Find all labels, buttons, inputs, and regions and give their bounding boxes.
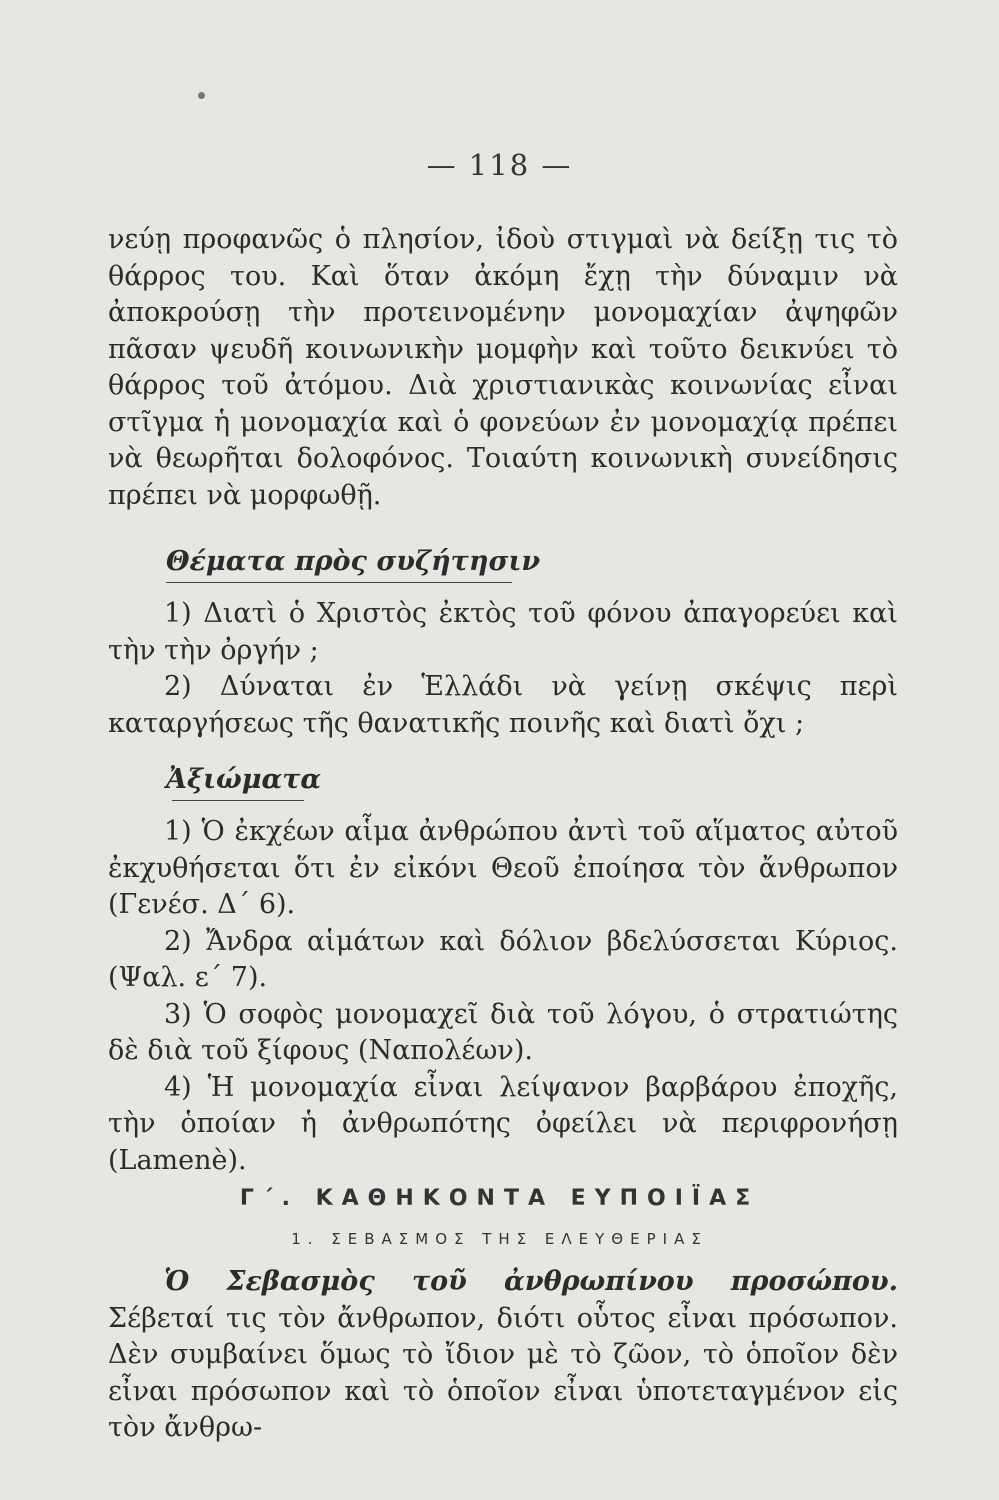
topic-item: 1) Διατὶ ὁ Χριστὸς ἐκτὸς τοῦ φόνου ἀπαγορεύει καὶ τὴν τὴν ὀργήν ; (108, 598, 898, 666)
axiom-item: 2) Ἄνδρα αἱμάτων καὶ δόλιον βδελύσσεται Κύριος. (Ψαλ. ε΄ 7). (108, 925, 898, 993)
topic-item: 2) Δύναται ἐν Ἑλλάδι νὰ γείνῃ σκέψις περὶ καταργήσεως τῆς θανατικῆς ποινῆς καὶ διατὶ ὄχι ; (108, 671, 898, 739)
ink-speck (198, 92, 205, 99)
axiom-item: 3) Ὁ σοφὸς μονομαχεῖ διὰ τοῦ λόγου, ὁ στρατιώτης δὲ διὰ τοῦ ξίφους (Ναπολέων). (108, 998, 898, 1066)
section-title: Γ΄. ΚΑΘΗΚΟΝΤΑ ΕΥΠΟΙΪΑΣ (239, 1186, 760, 1211)
topics-heading-underline (166, 582, 512, 583)
topics-heading: Θέματα πρὸς συζήτησιν (166, 546, 541, 577)
section-lead: Ὁ Σεβασμὸς τοῦ ἀνθρωπίνου προσώπου. (164, 1266, 898, 1297)
section-paragraph-text (108, 1264, 898, 1447)
intro-text: νεύῃ προφανῶς ὁ πλησίον, ἰδοὺ στιγμαὶ νὰ δείξῃ τις τὸ θάρρος του. Καὶ ὅταν ἀκόμη ἔχῃ τὴν δύναμιν νὰ ἀποκρούσῃ τὴν προτεινομένην μονομαχίαν ἀψηφῶν πᾶσαν ψευδῆ κοινωνικὴν μομφὴν καὶ τοῦτο δεικνύει τὸ θάρρος τοῦ ἀτόμου. Διὰ χριστιανικὰς κοινωνίας εἶναι στῖγμα ἡ μονομαχία καὶ ὁ φονεύων ἐν μονομαχίᾳ πρέπει νὰ θεωρῆται δολοφόνος. Τοιαύτη κοινωνικὴ συνείδησις πρέπει νὰ μορφωθῇ. (108, 224, 898, 511)
axiom-item: 1) Ὁ ἐκχέων αἷμα ἀνθρώπου ἀντὶ τοῦ αἵματος αὐτοῦ ἐκχυθήσεται ὅτι ἐν εἰκόνι Θεοῦ ἐποίησα τὸν ἄνθρωπον (Γενέσ. Δ΄ 6). (108, 816, 898, 920)
axioms-heading: Ἀξιώματα (166, 764, 322, 795)
axioms-list (108, 814, 898, 1179)
page-number: — 118 — (426, 148, 573, 182)
topics-list (108, 596, 898, 742)
intro-paragraph (108, 222, 898, 514)
axiom-item: 4) Ἡ μονομαχία εἶναι λείψανον βαρβάρου ἐποχῆς, τὴν ὁποίαν ἡ ἀνθρωπότης ὀφείλει νὰ περιφρονήσῃ (Lamenè). (108, 1071, 898, 1176)
section-text: Σέβεταί τις τὸν ἄνθρωπον, διότι οὗτος εἶναι πρόσωπον. Δὲν συμβαίνει ὅμως τὸ ἴδιον μὲ τὸ ζῶον, τὸ ὁποῖον δὲν εἶναι πρόσωπον καὶ τὸ ὁποῖον εἶναι ὑποτεταγμένον εἰς τὸν ἄνθρω- (108, 1302, 898, 1443)
axioms-heading-underline (172, 800, 304, 801)
section-subtitle: 1. ΣΕΒΑΣΜΟΣ ΤΗΣ ΕΛΕΥΘΕΡΙΑΣ (291, 1230, 708, 1248)
section-paragraph (108, 1264, 898, 1447)
